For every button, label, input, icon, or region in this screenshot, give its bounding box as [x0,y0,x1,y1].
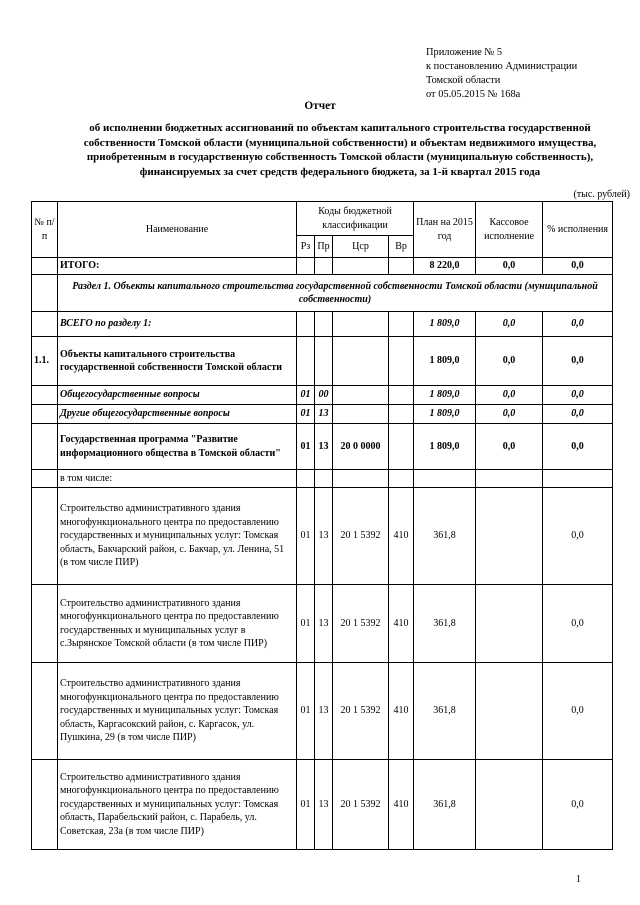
report-title: Отчет [304,100,336,112]
subtitle-line: об исполнении бюджетных ассигнований по объектам капитального строительства государственной [89,122,591,134]
appendix-line: Приложение № 5 [426,47,503,58]
page-number: 1 [576,874,581,885]
table-row [32,470,613,488]
header-csr: Цср [333,236,389,258]
row-csr: 20 1 5392 [333,585,389,663]
section-row [32,275,613,312]
total-name: ИТОГО: [58,258,297,275]
total-row [32,258,613,275]
row-cash: 0,0 [476,386,543,405]
header-plan: План на 2015 год [414,202,476,258]
row-pr: 13 [315,488,333,585]
table-row [32,585,613,663]
row-plan: 1 809,0 [414,386,476,405]
row-num: 1.1. [32,337,58,386]
row-vr: 410 [389,760,414,850]
row-rz: 01 [297,663,315,760]
report-table [31,201,613,850]
total-pct: 0,0 [543,258,613,275]
header-rz: Рз [297,236,315,258]
row-name: в том числе: [58,470,297,488]
table-row [32,405,613,424]
total-plan: 8 220,0 [414,258,476,275]
row-pct: 0,0 [543,488,613,585]
appendix-line: Томской области [426,75,501,86]
row-rz: 01 [297,405,315,424]
row-rz: 01 [297,760,315,850]
row-vr: 410 [389,663,414,760]
table-row [32,663,613,760]
row-cash: 0,0 [476,337,543,386]
table-row [32,488,613,585]
row-csr: 20 0 0000 [333,424,389,470]
header-pct: % исполнения [543,202,613,258]
row-pr: 13 [315,760,333,850]
row-plan: 361,8 [414,760,476,850]
row-plan: 1 809,0 [414,337,476,386]
row-csr: 20 1 5392 [333,663,389,760]
row-plan: 1 809,0 [414,405,476,424]
row-pct: 0,0 [543,337,613,386]
table-row [32,424,613,470]
row-pr: 13 [315,405,333,424]
appendix-line: от 05.05.2015 № 168а [426,89,521,100]
row-csr: 20 1 5392 [333,760,389,850]
row-plan: 361,8 [414,585,476,663]
subtitle-line: приобретенным в государственную собственность Томской области (муниципальную собственность), [86,151,594,164]
subtitle-line: собственности Томской области (муниципальной собственности) и объектам недвижимого имущества, [83,136,597,149]
row-name: Строительство административного здания многофункционального центра по предоставлению государственных и муниципальных услуг: Томская область, Каргасокский район, с. Каргасок, ул. Пушкина, 29 (в том числе ПИР) [58,663,297,760]
row-cash: 0,0 [476,405,543,424]
row-pr: 00 [315,386,333,405]
row-pct: 0,0 [543,405,613,424]
row-name: Строительство административного здания многофункционального центра по предоставлению государственных и муниципальных услуг в с.Зырянское Томской области (в том числе ПИР) [58,585,297,663]
row-pr: 13 [315,663,333,760]
row-name: Другие общегосударственные вопросы [58,405,297,424]
units-label: (тыс. рублей) [573,189,630,200]
header-name: Наименование [58,202,297,258]
row-cash: 0,0 [476,424,543,470]
row-name: Объекты капитального строительства государственной собственности Томской области [58,337,297,386]
table-row [32,760,613,850]
table-row [32,337,613,386]
report-subtitle [55,121,625,179]
row-pct: 0,0 [543,585,613,663]
section-title: Раздел 1. Объекты капитального строительства государственной собственности Томской области (муниципальной собственности) [58,275,613,312]
appendix-line: к постановлению Администрации [426,61,578,72]
header-num: № п/п [32,202,58,258]
row-plan: 1 809,0 [414,312,476,337]
row-pct: 0,0 [543,424,613,470]
appendix-block [426,46,577,102]
header-vr: Вр [389,236,414,258]
row-pct: 0,0 [543,663,613,760]
table-header-row [32,202,613,236]
row-name: Строительство административного здания многофункционального центра по предоставлению государственных и муниципальных услуг: Томская область, Бакчарский район, с. Бакчар, ул. Ленина, 51 (в том числе ПИР) [58,488,297,585]
table-row [32,386,613,405]
header-pr: Пр [315,236,333,258]
row-plan: 1 809,0 [414,424,476,470]
row-plan: 361,8 [414,663,476,760]
row-csr: 20 1 5392 [333,488,389,585]
header-codes: Коды бюджетной классификации [297,202,414,236]
row-pct: 0,0 [543,386,613,405]
row-vr: 410 [389,488,414,585]
row-rz: 01 [297,424,315,470]
row-plan: 361,8 [414,488,476,585]
row-pr: 13 [315,424,333,470]
table-row [32,312,613,337]
row-rz: 01 [297,386,315,405]
row-name: Общегосударственные вопросы [58,386,297,405]
row-pct: 0,0 [543,760,613,850]
header-cash: Кассовое исполнение [476,202,543,258]
row-name: Строительство административного здания многофункционального центра по предоставлению государственных и муниципальных услуг: Томская область, Парабельский район, с. Парабель, ул. Советская, 23а (в том числе ПИР) [58,760,297,850]
row-pct: 0,0 [543,312,613,337]
subtitle-line: финансируемых за счет средств федерального бюджета, за 1-й квартал 2015 года [139,165,541,178]
total-cash: 0,0 [476,258,543,275]
row-name: Государственная программа "Развитие информационного общества в Томской области" [58,424,297,470]
row-name: ВСЕГО по разделу 1: [58,312,297,337]
row-rz: 01 [297,488,315,585]
row-rz: 01 [297,585,315,663]
row-cash: 0,0 [476,312,543,337]
row-vr: 410 [389,585,414,663]
row-pr: 13 [315,585,333,663]
